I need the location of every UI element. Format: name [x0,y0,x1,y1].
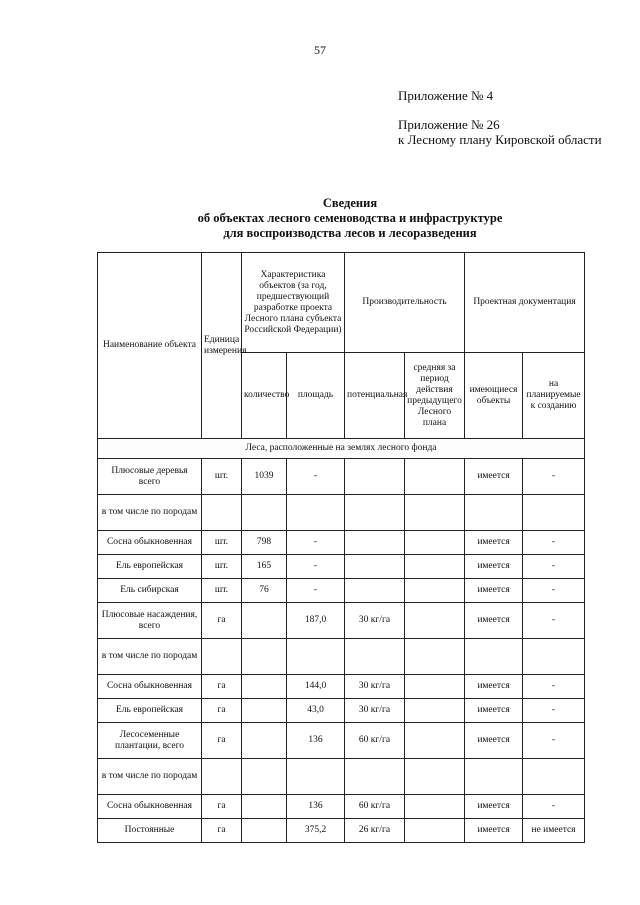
document-title [140,196,560,241]
cell-unit [202,639,242,675]
cell-average [405,795,465,819]
header-potential: потенциальная [345,353,405,439]
cell-planned [523,639,585,675]
cell-quantity [242,675,287,699]
cell-potential: 30 кг/га [345,675,405,699]
cell-name: Постоянные [98,819,202,843]
cell-average [405,555,465,579]
cell-name: в том числе по породам [98,495,202,531]
cell-potential [345,759,405,795]
cell-existing [465,759,523,795]
table-row [98,603,585,639]
cell-unit: га [202,723,242,759]
cell-area: 144,0 [287,675,345,699]
table-row [98,819,585,843]
cell-unit: шт. [202,555,242,579]
cell-existing: имеется [465,531,523,555]
cell-potential [345,459,405,495]
table-row [98,495,585,531]
cell-quantity [242,795,287,819]
cell-area [287,639,345,675]
cell-average [405,723,465,759]
cell-planned: - [523,699,585,723]
appendix-document: к Лесному плану Кировской области [398,132,602,147]
cell-name: в том числе по породам [98,759,202,795]
cell-name: в том числе по породам [98,639,202,675]
table-row [98,675,585,699]
header-area: площадь [287,353,345,439]
cell-area: 136 [287,795,345,819]
cell-average [405,639,465,675]
cell-potential [345,495,405,531]
cell-average [405,603,465,639]
cell-planned [523,495,585,531]
title-line-2: об объектах лесного семеноводства и инфраструктуре [197,211,503,225]
header-productivity: Производительность [345,253,465,353]
cell-name: Сосна обыкновенная [98,675,202,699]
header-unit: Единица измерения [202,253,242,439]
cell-area: 187,0 [287,603,345,639]
cell-existing: имеется [465,459,523,495]
cell-existing: имеется [465,555,523,579]
forest-seed-objects-table [97,252,585,843]
cell-planned: - [523,555,585,579]
cell-name: Сосна обыкновенная [98,795,202,819]
cell-area: - [287,579,345,603]
cell-unit: га [202,819,242,843]
cell-name: Лесосеменные плантации, всего [98,723,202,759]
header-name: Наименование объекта [98,253,202,439]
cell-existing: имеется [465,579,523,603]
table-row [98,459,585,495]
cell-quantity [242,723,287,759]
cell-area: 136 [287,723,345,759]
header-existing: имеющиеся объекты [465,353,523,439]
cell-existing: имеется [465,723,523,759]
cell-planned [523,759,585,795]
cell-quantity [242,603,287,639]
cell-potential [345,555,405,579]
header-quantity: количество [242,353,287,439]
cell-planned: - [523,723,585,759]
table-row [98,699,585,723]
cell-existing: имеется [465,795,523,819]
cell-quantity: 165 [242,555,287,579]
cell-quantity [242,639,287,675]
cell-area: - [287,459,345,495]
cell-planned: не имеется [523,819,585,843]
cell-planned: - [523,795,585,819]
cell-area: 43,0 [287,699,345,723]
cell-average [405,495,465,531]
cell-name: Ель европейская [98,555,202,579]
cell-planned: - [523,603,585,639]
cell-area [287,495,345,531]
table-row [98,579,585,603]
cell-potential: 26 кг/га [345,819,405,843]
appendix-reference: Приложение № 26 [398,117,500,132]
table-row [98,759,585,795]
cell-name: Ель сибирская [98,579,202,603]
cell-average [405,759,465,795]
section-title: Леса, расположенные на землях лесного фонда [98,439,585,459]
cell-name: Сосна обыкновенная [98,531,202,555]
cell-area [287,759,345,795]
header-planned: на планируемые к созданию [523,353,585,439]
appendix-number: Приложение № 4 [398,88,494,103]
cell-planned: - [523,579,585,603]
cell-existing: имеется [465,675,523,699]
table-row [98,531,585,555]
cell-unit: га [202,603,242,639]
cell-average [405,699,465,723]
cell-planned: - [523,459,585,495]
cell-unit [202,495,242,531]
cell-potential: 60 кг/га [345,723,405,759]
cell-average [405,675,465,699]
page-number: 57 [314,43,326,57]
header-documentation: Проектная документация [465,253,585,353]
cell-quantity [242,819,287,843]
cell-area: 375,2 [287,819,345,843]
cell-quantity: 798 [242,531,287,555]
header-characteristic: Характеристика объектов (за год, предшествующий разработке проекта Лесного плана субъекта Российской Федерации) [242,253,345,353]
cell-name: Ель европейская [98,699,202,723]
table-row [98,723,585,759]
title-line-1: Сведения [322,196,378,210]
cell-potential [345,531,405,555]
cell-potential: 60 кг/га [345,795,405,819]
cell-unit: га [202,699,242,723]
cell-unit: шт. [202,579,242,603]
cell-unit [202,759,242,795]
cell-quantity: 76 [242,579,287,603]
cell-planned: - [523,675,585,699]
cell-existing [465,495,523,531]
cell-potential [345,579,405,603]
cell-average [405,531,465,555]
cell-name: Плюсовые насаждения, всего [98,603,202,639]
cell-existing [465,639,523,675]
cell-planned: - [523,531,585,555]
cell-area: - [287,555,345,579]
title-line-3: для воспроизводства лесов и лесоразведения [223,226,477,240]
cell-unit: шт. [202,531,242,555]
cell-quantity [242,759,287,795]
cell-name: Плюсовые деревья всего [98,459,202,495]
cell-existing: имеется [465,699,523,723]
table-row [98,639,585,675]
cell-existing: имеется [465,819,523,843]
table-row [98,795,585,819]
cell-area: - [287,531,345,555]
cell-potential: 30 кг/га [345,699,405,723]
cell-existing: имеется [465,603,523,639]
cell-quantity [242,495,287,531]
cell-potential [345,639,405,675]
cell-quantity: 1039 [242,459,287,495]
cell-unit: шт. [202,459,242,495]
cell-average [405,459,465,495]
cell-unit: га [202,675,242,699]
cell-average [405,819,465,843]
header-average: средняя за период действия предыдущего Лесного плана [405,353,465,439]
cell-unit: га [202,795,242,819]
table-row [98,555,585,579]
cell-potential: 30 кг/га [345,603,405,639]
cell-average [405,579,465,603]
cell-quantity [242,699,287,723]
